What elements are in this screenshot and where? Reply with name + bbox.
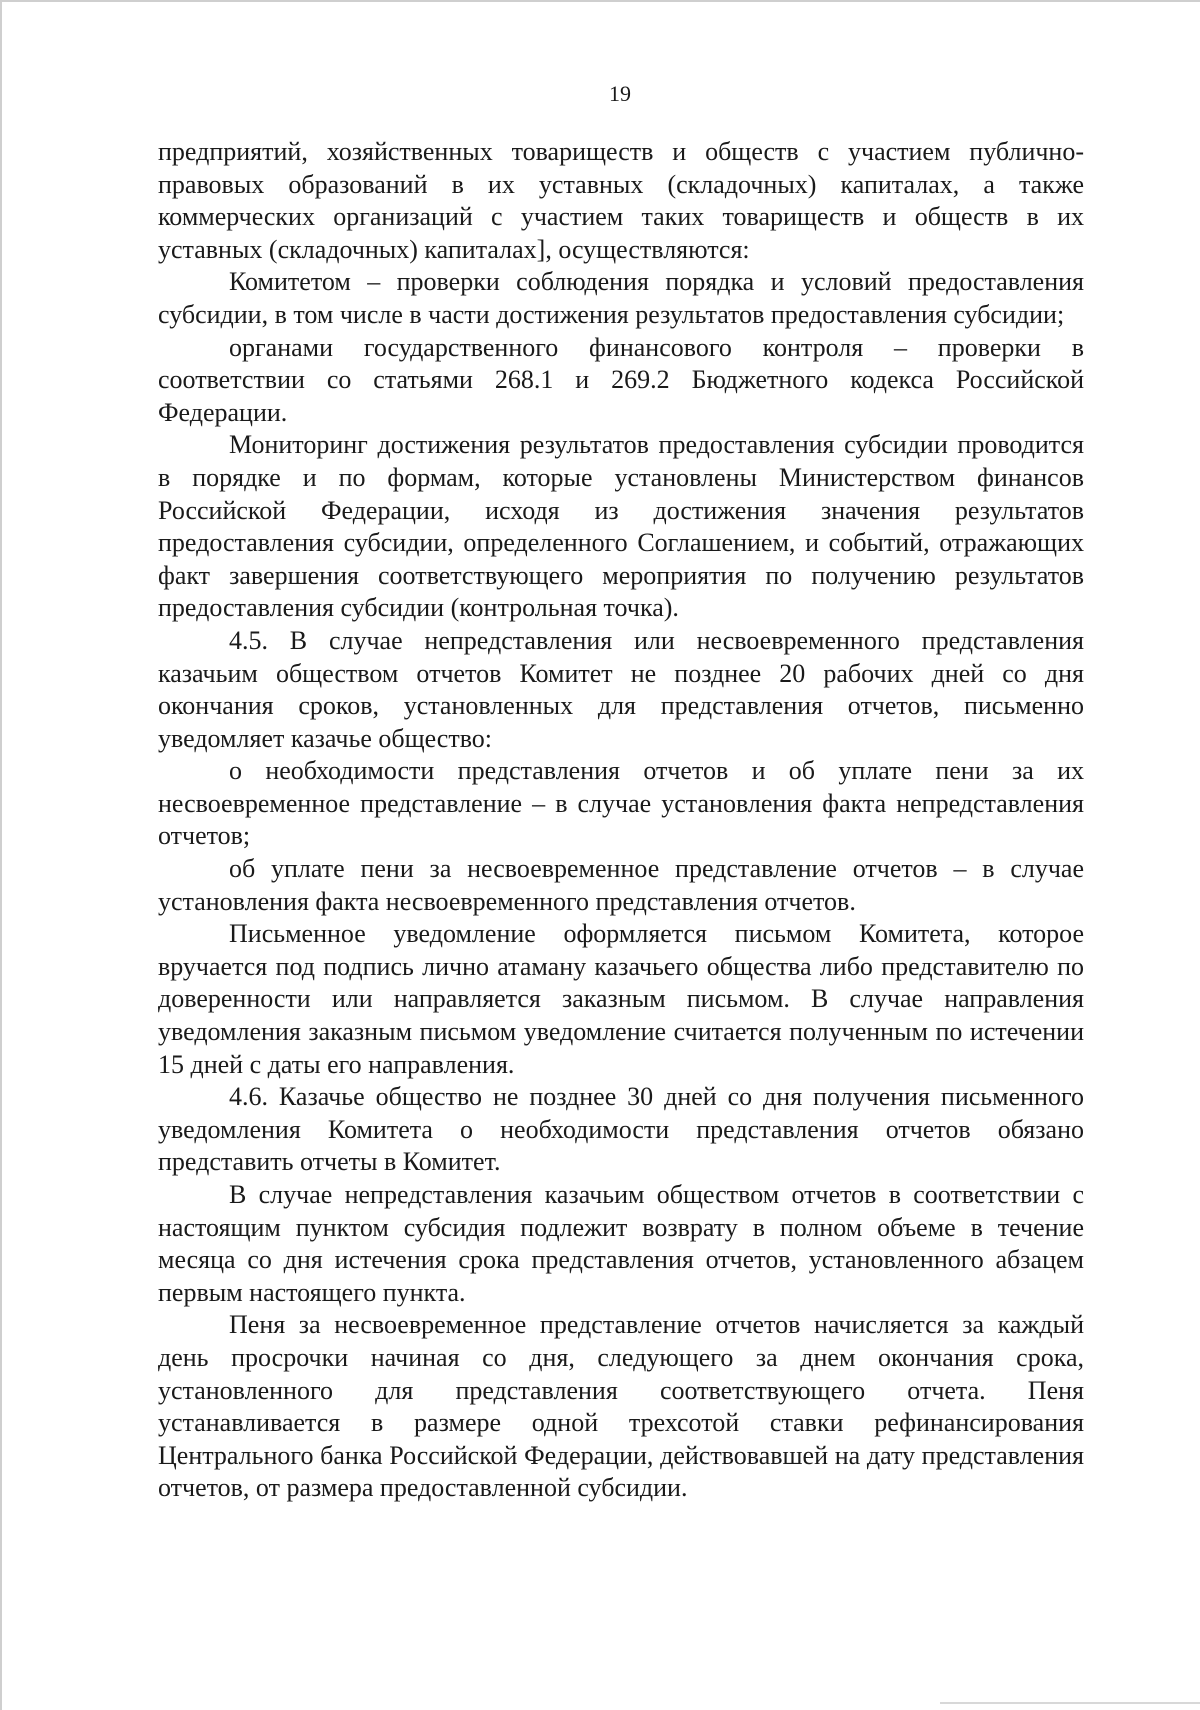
scan-edge-left (0, 0, 2, 1710)
scan-edge-bottom (940, 1702, 1200, 1704)
paragraph-clause-4-5: 4.5. В случае непредставления или несвоевременного представления казачьим обществом отчетов Комитет не позднее 20 рабочих дней со дня окончания сроков, установленных для представления отчетов, письменно уведомляет казачье общество: (158, 625, 1084, 753)
paragraph-committee-checks: Комитетом – проверки соблюдения порядка и условий предоставления субсидии, в том числе в части достижения результатов предоставления субсидии; (158, 267, 1084, 329)
page-number: 19 (609, 81, 631, 106)
paragraph-monitoring: Мониторинг достижения результатов предоставления субсидии проводится в порядке и по формам, которые установлены Министерством финансов Российской Федерации, исходя из достижения значения результатов предоставления субсидии, определенного Соглашением, и событий, отражающих факт завершения соответствующего мероприятия по получению результатов предоставления субсидии (контрольная точка). (158, 430, 1084, 623)
paragraph-written-notice: Письменное уведомление оформляется письмом Комитета, которое вручается под подпись лично атаману казачьего общества либо представителю по доверенности или направляется заказным письмом. В случае направления уведомления заказным письмом уведомление считается полученным по истечении 15 дней с даты его направления. (158, 919, 1084, 1079)
scan-edge-top (0, 0, 1200, 2)
paragraph-notice-necessity: о необходимости представления отчетов и об уплате пени за их несвоевременное представление – в случае установления факта непредставления отчетов; (158, 756, 1084, 851)
paragraph-notice-penalty: об уплате пени за несвоевременное представление отчетов – в случае установления факта несвоевременного представления отчетов. (158, 854, 1084, 916)
paragraph-clause-4-6: 4.6. Казачье общество не позднее 30 дней со дня получения письменного уведомления Комитета о необходимости представления отчетов обязано представить отчеты в Комитет. (158, 1082, 1084, 1177)
paragraph-refund: В случае непредставления казачьим обществом отчетов в соответствии с настоящим пунктом субсидия подлежит возврату в полном объеме в течение месяца со дня истечения срока представления отчетов, установленного абзацем первым настоящего пункта. (158, 1180, 1084, 1307)
paragraph-continuation: предприятий, хозяйственных товариществ и обществ с участием публично-правовых образований в их уставных (складочных) капиталах, а также коммерческих организаций с участием таких товариществ и обществ в их уставных (складочных) капиталах], осуществляются: (158, 137, 1084, 264)
paragraph-penalty-accrual: Пеня за несвоевременное представление отчетов начисляется за каждый день просрочки начиная со дня, следующего за днем окончания срока, установленного для представления соответствующего отчета. Пеня устанавливается в размере одной трехсотой ставки рефинансирования Центрального банка Российской Федерации, действовавшей на дату представления отчетов, от размера предоставленной субсидии. (158, 1310, 1084, 1503)
document-body (158, 136, 1084, 1505)
paragraph-financial-control: органами государственного финансового контроля – проверки в соответствии со статьями 268.1 и 269.2 Бюджетного кодекса Российской Федерации. (158, 332, 1084, 427)
